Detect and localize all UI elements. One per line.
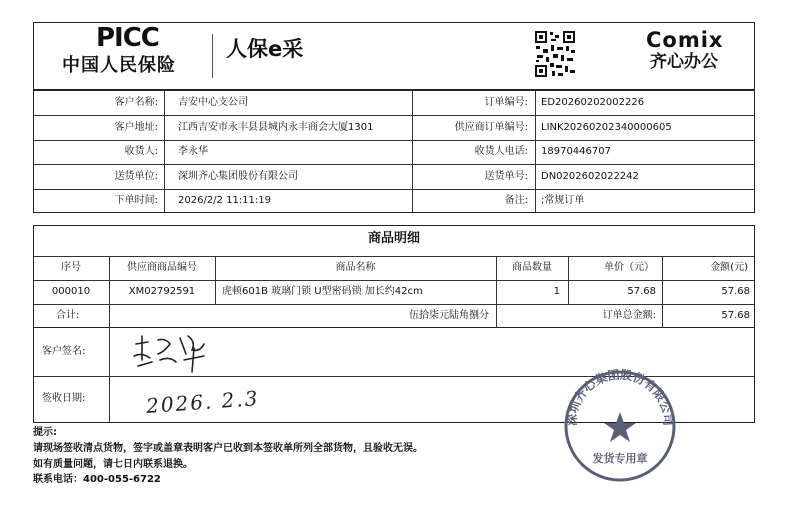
contact-phone-row [33, 474, 161, 486]
contact-phone: 400-055-6722 [83, 474, 161, 485]
order-total: 57.68 [721, 310, 750, 321]
order-time-label: 下单时间: [114, 195, 158, 206]
row-divider [33, 164, 755, 165]
row-divider [33, 140, 755, 141]
picc-logo: PICC [96, 23, 159, 53]
row-divider [33, 189, 755, 190]
column-header: 商品数量 [512, 262, 552, 273]
handwritten-signature [130, 330, 210, 374]
comix-chinese-name: 齐心办公 [650, 52, 718, 72]
column-header: 单价（元） [604, 262, 654, 273]
table-cell-product-name: 虎顿601B 玻璃门锁 U型密码锁 加长约42cm [222, 286, 423, 297]
company-stamp [560, 366, 680, 486]
row-divider [33, 115, 755, 116]
column-header: 金额(元) [710, 262, 748, 273]
row-divider [33, 304, 755, 305]
table-cell-quantity: 1 [553, 286, 560, 297]
customer-name-label: 客户名称: [114, 97, 158, 108]
delivery-no: DN0202602022242 [541, 171, 639, 182]
column-header: 商品名称 [335, 262, 376, 273]
column-header: 序号 [61, 262, 81, 273]
col-divider [164, 90, 165, 213]
order-total-label: 订单总金额: [602, 310, 656, 321]
table-cell-amount: 57.68 [721, 286, 750, 297]
col-divider [535, 90, 536, 213]
contact-phone-label: 联系电话： [33, 474, 83, 485]
customer-address: 江西吉安市永丰县县城内永丰商会大厦1301 [178, 122, 374, 133]
remark: ;常规订单 [541, 195, 585, 206]
receiver: 李永华 [178, 146, 208, 157]
platform-name: 人保e采 [226, 37, 304, 61]
comix-logo: Comix [646, 28, 724, 52]
notes-title: 提示: [33, 427, 57, 438]
handwritten-date: 2026. 2.3 [145, 386, 261, 418]
receiver-phone-label: 收货人电话: [474, 146, 528, 157]
customer-name: 吉安中心支公司 [178, 97, 248, 108]
col-divider [109, 304, 110, 328]
col-divider [412, 90, 413, 213]
remark-label: 备注: [504, 195, 528, 206]
supplier-order-no: LINK20260202340000605 [541, 122, 672, 133]
row-divider [33, 280, 755, 281]
picc-chinese-name: 中国人民保险 [62, 55, 176, 76]
table-cell-sku: XM02792591 [128, 286, 196, 297]
order-time: 2026/2/2 11:11:19 [178, 195, 272, 206]
table-cell-seq: 000010 [51, 286, 91, 297]
qr-code [534, 30, 576, 78]
notes-line-2: 如有质量问题，请七日内联系退换。 [33, 459, 193, 470]
row-divider [33, 256, 755, 257]
header-divider [212, 34, 213, 78]
receiver-label: 收货人: [124, 146, 158, 157]
delivery-unit-label: 送货单位: [114, 171, 158, 182]
table-cell-unit-price: 57.68 [627, 286, 656, 297]
delivery-unit: 深圳齐心集团股份有限公司 [178, 171, 298, 182]
delivery-no-label: 送货单号: [484, 171, 528, 182]
customer-sign-label: 客户签名: [42, 346, 86, 357]
col-divider [109, 328, 110, 423]
stamp-text: 深圳齐心集团股份有限公司 [564, 367, 676, 427]
total-label: 合计: [56, 310, 80, 321]
customer-address-label: 客户地址: [114, 122, 158, 133]
receiver-phone: 18970446707 [541, 146, 611, 157]
total-in-words: 伍拾柒元陆角捌分 [409, 310, 489, 321]
notes-line-1: 请现场签收清点货物，签字或盖章表明客户已收到本签收单所列全部货物，且验收无误。 [33, 443, 423, 454]
column-header: 供应商商品编号 [127, 262, 197, 273]
order-no-label: 订单编号: [484, 97, 528, 108]
goods-title: 商品明细 [367, 231, 420, 246]
supplier-order-no-label: 供应商订单编号: [454, 122, 528, 133]
sign-date-label: 签收日期: [42, 393, 86, 404]
stamp-subtext: 发货专用章 [592, 452, 648, 465]
order-no: ED20260202002226 [541, 97, 645, 108]
